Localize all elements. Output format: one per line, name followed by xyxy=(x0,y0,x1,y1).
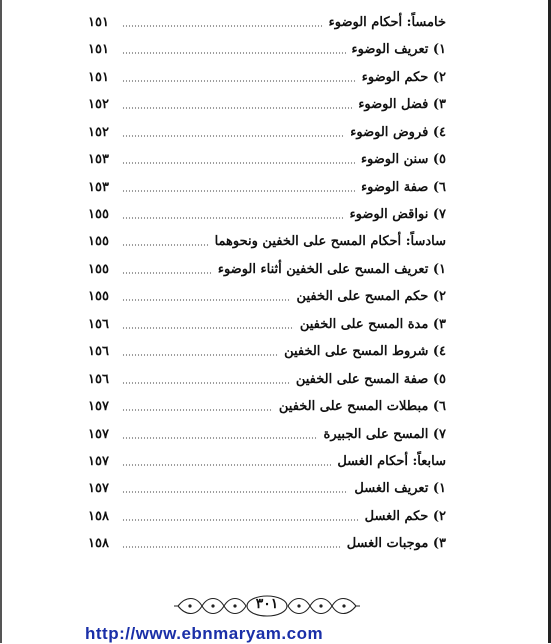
page-number: ٣٠١ xyxy=(255,596,279,612)
toc-entry-title: ٤) شروط المسح على الخفين xyxy=(284,343,446,359)
toc-entry xyxy=(88,423,446,445)
toc-entry-title: ١) تعريف المسح على الخفين أثناء الوضوء xyxy=(217,261,446,277)
dot-leader xyxy=(122,217,344,219)
toc-entry xyxy=(88,285,446,307)
toc-entry-title: ٢) حكم الغسل xyxy=(364,508,446,524)
toc-entry-title: ٤) فروض الوضوء xyxy=(350,124,446,140)
dot-leader xyxy=(122,107,352,109)
toc-entry-page: ١٥٧ xyxy=(88,480,109,496)
toc-entry-title: ٢) حكم الوضوء xyxy=(361,69,446,85)
dot-leader xyxy=(122,354,278,356)
toc-entry xyxy=(88,313,446,335)
toc-entry-page: ١٥٦ xyxy=(88,371,109,387)
dot-leader xyxy=(122,519,359,521)
toc-entry-title: ١) تعريف الغسل xyxy=(354,480,446,496)
dot-leader xyxy=(122,80,356,82)
dot-leader xyxy=(122,437,318,439)
dot-leader xyxy=(122,546,341,548)
toc-entry xyxy=(88,450,446,472)
toc-entry-title: ٥) سنن الوضوء xyxy=(360,151,446,167)
toc-entry-page: ١٥٧ xyxy=(88,426,109,442)
toc-entry-page: ١٥١ xyxy=(88,41,109,57)
toc-entry xyxy=(88,532,446,554)
toc-entry-page: ١٥٥ xyxy=(88,233,109,249)
toc-entry xyxy=(88,395,446,417)
toc-entry xyxy=(88,121,446,143)
toc-entry xyxy=(88,11,446,33)
dot-leader xyxy=(122,25,323,27)
toc-entry-title: ٣) فضل الوضوء xyxy=(358,96,446,112)
toc-entry-title: ٧) المسح على الجبيرة xyxy=(323,426,446,442)
toc-entry-title: سادساً: أحكام المسح على الخفين ونحوهما xyxy=(214,233,446,249)
toc-entry-page: ١٥٣ xyxy=(88,179,109,195)
toc-entry-title: ٦) صفة الوضوء xyxy=(361,179,446,195)
dot-leader xyxy=(122,244,209,246)
toc-entry-page: ١٥٢ xyxy=(88,96,109,112)
dot-leader xyxy=(122,52,346,54)
toc-entry-title: ٣) موجبات الغسل xyxy=(346,535,446,551)
dot-leader xyxy=(122,190,355,192)
toc-entry-title: ١) تعريف الوضوء xyxy=(351,41,446,57)
toc-entry-title: ٣) مدة المسح على الخفين xyxy=(299,316,446,332)
dot-leader xyxy=(122,272,212,274)
toc-entry xyxy=(88,368,446,390)
toc-entry xyxy=(88,477,446,499)
toc-entry xyxy=(88,148,446,170)
toc-entry-title: ٦) مبطلات المسح على الخفين xyxy=(278,398,446,414)
website-link[interactable]: http://www.ebnmaryam.com xyxy=(85,624,324,643)
toc-entry-page: ١٥٥ xyxy=(88,261,109,277)
dot-leader xyxy=(122,135,344,137)
toc-entry xyxy=(88,505,446,527)
toc-entry-page: ١٥٢ xyxy=(88,124,109,140)
dot-leader xyxy=(122,409,273,411)
toc-entry-page: ١٥٥ xyxy=(88,206,109,222)
toc-entry xyxy=(88,66,446,88)
toc-entry-page: ١٥٨ xyxy=(88,508,109,524)
toc-entry-page: ١٥٦ xyxy=(88,343,109,359)
toc-entry xyxy=(88,258,446,280)
toc-entry-title: ٧) نواقض الوضوء xyxy=(349,206,446,222)
toc-entry-page: ١٥٣ xyxy=(88,151,109,167)
dot-leader xyxy=(122,327,294,329)
toc-entry-page: ١٥٧ xyxy=(88,453,109,469)
toc-entry xyxy=(88,203,446,225)
toc-entry-title: سابعاً: أحكام الغسل xyxy=(337,453,446,469)
toc-entry-title: ٢) حكم المسح على الخفين xyxy=(296,288,446,304)
toc-entry xyxy=(88,93,446,115)
dot-leader xyxy=(122,299,291,301)
toc-entry-page: ١٥٧ xyxy=(88,398,109,414)
dot-leader xyxy=(122,162,355,164)
toc-entry-title: خامساً: أحكام الوضوء xyxy=(328,14,446,30)
dot-leader xyxy=(122,464,331,466)
toc-entry-page: ١٥١ xyxy=(88,14,109,30)
toc-entry-title: ٥) صفة المسح على الخفين xyxy=(295,371,446,387)
dot-leader xyxy=(122,491,348,493)
toc-entry xyxy=(88,230,446,252)
dot-leader xyxy=(122,382,290,384)
toc-entry-page: ١٥٥ xyxy=(88,288,109,304)
toc-entry xyxy=(88,38,446,60)
toc-entry xyxy=(88,176,446,198)
toc-entry-page: ١٥٦ xyxy=(88,316,109,332)
toc-entry-page: ١٥١ xyxy=(88,69,109,85)
toc-entry xyxy=(88,340,446,362)
toc-entry-page: ١٥٨ xyxy=(88,535,109,551)
